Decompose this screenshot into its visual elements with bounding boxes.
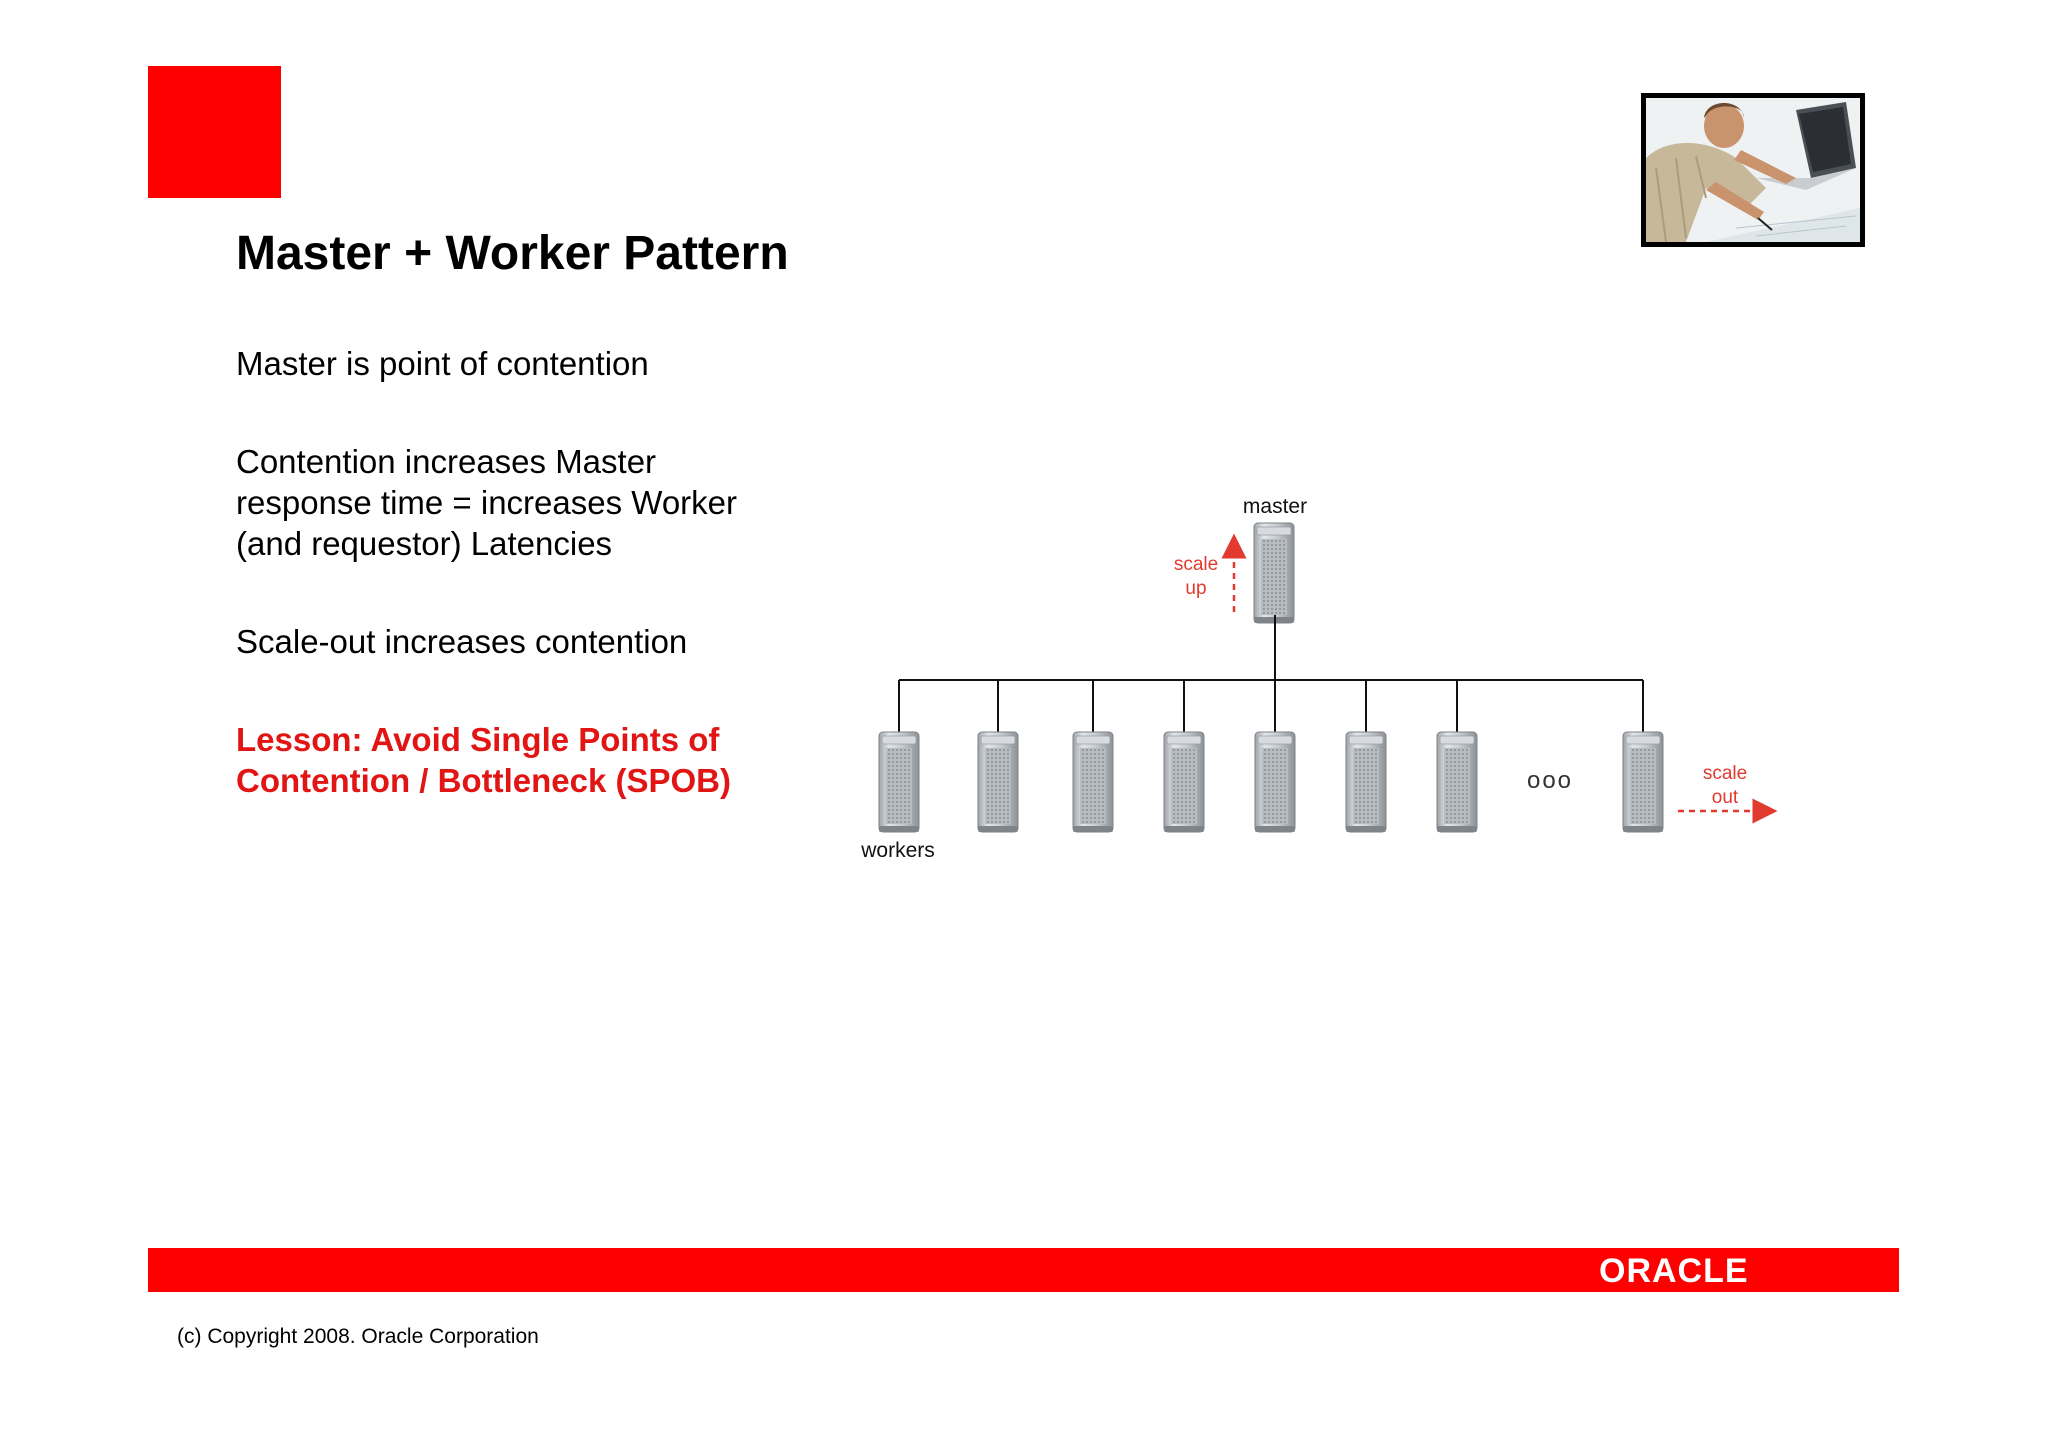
person-at-laptop-photo: [1646, 98, 1860, 242]
oracle-logo-text: ORACLE: [1599, 1252, 1749, 1290]
copyright-text: (c) Copyright 2008. Oracle Corporation: [177, 1325, 539, 1348]
oracle-logo: [1599, 1250, 1789, 1290]
worker-server: [1255, 732, 1295, 832]
scale-out-label-line1: scale: [1702, 763, 1748, 784]
master-server: [1254, 523, 1294, 623]
worker-server: [1346, 732, 1386, 832]
scale-up-label-line1: scale: [1173, 554, 1219, 575]
more-workers-ellipsis: ooo: [1526, 767, 1574, 794]
scale-up-label-line2: up: [1185, 578, 1207, 599]
workers-label: workers: [861, 839, 935, 862]
bullet-scale-out: Scale-out increases contention: [236, 623, 688, 660]
worker-server: [978, 732, 1018, 832]
connection-lines: [899, 615, 1643, 732]
bullet-master-contention: Master is point of contention: [236, 345, 649, 382]
worker-server: [1623, 732, 1663, 832]
master-label: master: [1242, 495, 1308, 518]
slide-title: Master + Worker Pattern: [236, 227, 789, 280]
master-worker-diagram: [850, 490, 1790, 870]
worker-server: [1073, 732, 1113, 832]
header-photo: [1641, 93, 1865, 247]
corner-red-square: [148, 66, 281, 198]
worker-server: [1164, 732, 1204, 832]
lesson-text: Lesson: Avoid Single Points of Contention / Bottleneck (SPOB): [236, 721, 731, 799]
footer-bar: [148, 1248, 1899, 1292]
worker-server: [879, 732, 919, 832]
bullet-response-time: Contention increases Master response time = increases Worker (and requestor) Latencies: [236, 443, 738, 562]
scale-out-label-line2: out: [1711, 787, 1739, 808]
worker-server: [1437, 732, 1477, 832]
